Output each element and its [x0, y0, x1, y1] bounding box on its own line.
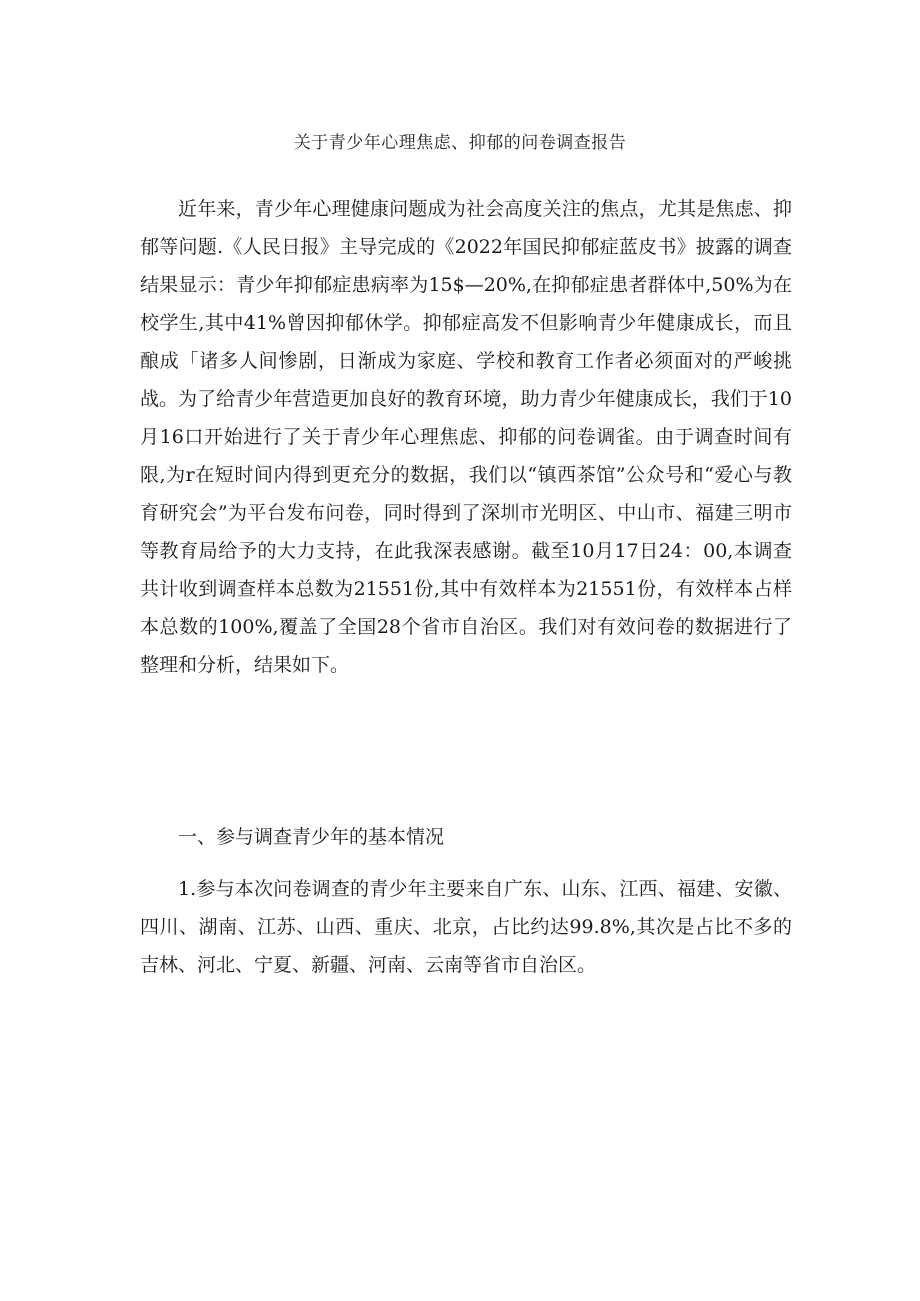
- section-heading: 一、参与调查青少年的基本情况: [178, 826, 445, 848]
- document-title: 关于青少年心理焦虑、抑郁的问卷调查报告: [293, 133, 627, 153]
- intro-paragraph: 近年来，青少年心理健康问题成为社会高度关注的焦点，尤其是焦虑、抑郁等问题.《人民日报》主导完成的《2022年国民抑郁症蓝皮书》披露的调查结果显示：青少年抑郁症患病率为15$—20%,在抑郁症患者群体中,50%为在校学生,其中41%曾因抑郁休学。抑郁症高发不但影响青少年健康成长，而且酿成「诸多人间惨剧，日渐成为家庭、学校和教育工作者必须面对的严峻挑战。为了给青少年营造更加良好的教育环境，助力青少年健康成长，我们于10月16口开始进行了关于青少年心理焦虑、抑郁的问卷调雀。由于调查时间有限,为r在短时间内得到更充分的数据，我们以“镇西茶馆”公众号和“爱心与教育研究会”为平台发布问卷，同时得到了深圳市光明区、中山市、福建三明市等教育局给予的大力支持，在此我深表感谢。截至10月17日24：00,本调查共计收到调查样本总数为21551份,其中有效样本为21551份，有效样本占样本总数的100%,覆盖了全国28个省市自治区。我们对有效问卷的数据进行了整理和分析，结果如下。: [140, 198, 792, 676]
- item-paragraph: 1.参与本次问卷调查的青少年主要来自广东、山东、江西、福建、安徽、四川、湖南、江苏、山西、重庆、北京，占比约达99.8%,其次是占比不多的吉林、河北、宁夏、新疆、河南、云南等省市自治区。: [140, 878, 792, 976]
